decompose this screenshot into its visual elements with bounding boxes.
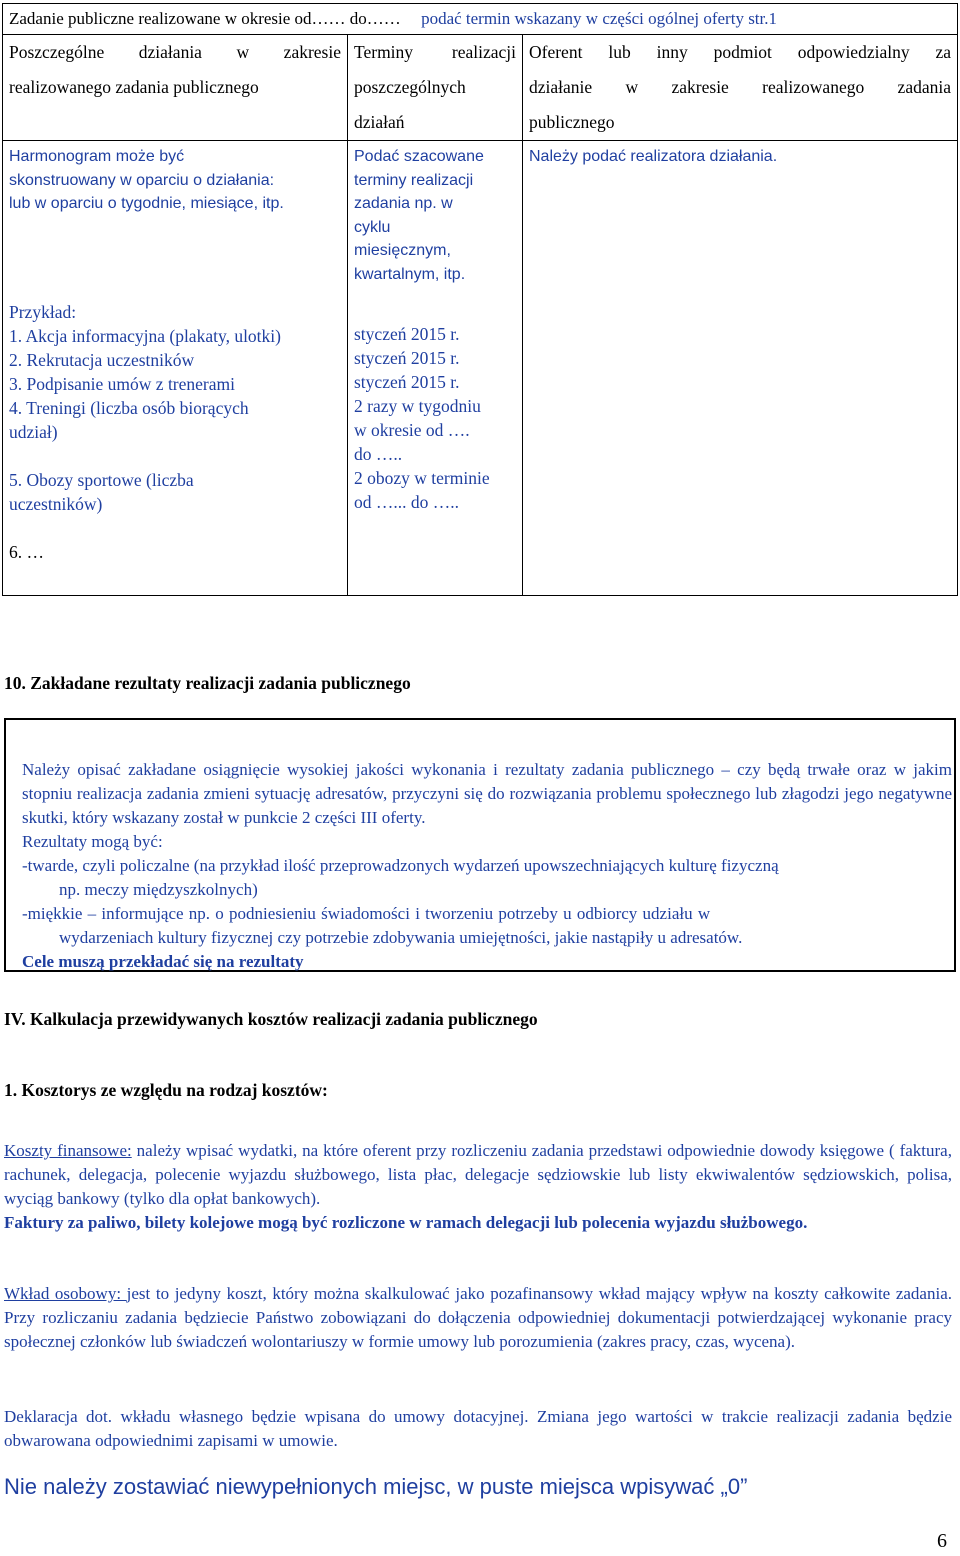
personal-contribution-label: Wkład osobowy: <box>4 1284 127 1303</box>
hint-line: lub w oparciu o tygodnie, miesiące, itp. <box>9 195 284 212</box>
results-paragraph: Rezultaty mogą być: <box>22 832 163 851</box>
activities-cell <box>3 141 348 596</box>
list-item: 4. Treningi (liczba osób biorących <box>9 397 249 418</box>
hint-line: zadania np. w <box>354 195 453 212</box>
term-item: od …... do ….. <box>354 492 459 512</box>
hint-line: terminy realizacji <box>354 171 474 189</box>
title-row <box>3 4 958 35</box>
example-label: Przykład: <box>9 301 77 322</box>
responsible-cell <box>523 141 958 596</box>
fuel-note: Faktury za paliwo, bilety kolejowe mogą być rozliczone w ramach delegacji lub polecenia wyjazdu służbowego. <box>4 1213 808 1232</box>
personal-contribution-block <box>4 1282 952 1354</box>
hint-line: miesięcznym, <box>354 242 451 259</box>
list-item: 1. Akcja informacyjna (plakaty, ulotki) <box>9 325 281 346</box>
hint-line: cyklu <box>354 218 391 236</box>
header-activities-line: Poszczególne działania w zakresie <box>9 42 341 62</box>
term-item: do ….. <box>354 444 403 464</box>
term-item: styczeń 2015 r. <box>354 372 460 392</box>
list-item: 2. Rekrutacja uczestników <box>9 349 195 370</box>
results-paragraph: np. meczy międzyszkolnych) <box>59 880 258 899</box>
responsible-hint: Należy podać realizatora działania. <box>529 148 778 165</box>
schedule-table <box>2 3 958 596</box>
personal-contribution-text: jest to jedyny koszt, który można skalkulować jako pozafinansowy wkład mający wpływ na koszty całkowite zadania. Przy rozliczaniu zadania będziecie Państwo zobowiązani do dołączenia odpowiedniej dokumentacji potwierdzającej wykonanie pracy społecznej członków lub świadczeń wolontariuszy w formie umowy lub porozumienia (zakres pracy, czas, wycena). <box>4 1284 952 1351</box>
header-responsible-line: działanie w zakresie realizowanego zadania <box>529 77 951 97</box>
term-item: styczeń 2015 r. <box>354 324 460 344</box>
header-terms-line: działań <box>354 112 405 132</box>
hint-line: Harmonogram może być <box>9 148 185 165</box>
example-terms <box>354 322 516 514</box>
terms-hint <box>354 145 516 286</box>
header-responsible <box>523 35 958 141</box>
list-item: 3. Podpisanie umów z trenerami <box>9 373 235 394</box>
section-10-heading: 10. Zakładane rezultaty realizacji zadania publicznego <box>4 673 411 693</box>
hint-line: skonstruowany w oparciu o działania: <box>9 171 275 189</box>
terms-cell <box>348 141 523 596</box>
title-row-left: Zadanie publiczne realizowane w okresie od…… do…… <box>9 9 401 28</box>
list-item <box>9 516 341 540</box>
header-activities <box>3 35 348 141</box>
header-terms-line: Terminy realizacji <box>354 42 516 62</box>
list-item <box>9 444 341 468</box>
header-activities-line: realizowanego zadania publicznego <box>9 77 259 97</box>
list-item: 6. … <box>9 541 44 562</box>
results-goal: Cele muszą przekładać się na rezultaty <box>22 952 304 971</box>
hint-line: Podać szacowane <box>354 148 484 165</box>
header-terms-line: poszczególnych <box>354 77 466 97</box>
list-item: udział) <box>9 421 58 442</box>
final-note: Nie należy zostawiać niewypełnionych miejsc, w puste miejsca wpisywać „0” <box>4 1474 748 1499</box>
declaration-note: Deklaracja dot. wkładu własnego będzie wpisana do umowy dotacyjnej. Zmiana jego wartości w trakcie realizacji zadania będzie obwarowana odpowiednimi zapisami w umowie. <box>4 1407 952 1450</box>
term-item: 2 razy w tygodniu <box>354 396 481 416</box>
results-box <box>4 718 956 972</box>
term-item: w okresie od …. <box>354 420 470 440</box>
results-paragraph: Należy opisać zakładane osiągnięcie wysokiej jakości wykonania i rezultaty zadania publicznego – czy będą trwałe oraz w jakim stopniu realizacja zadania zmieni sytuację adresatów, przyczyni się do rozwiązania problemu społecznego lub złagodzi jego negatywne skutki, który wskazany został w punkcie 2 części III oferty. <box>22 760 952 827</box>
results-paragraph: -miękkie – informujące np. o podniesieniu świadomości i tworzeniu potrzeby u odbiorcy udziału w <box>22 904 711 923</box>
term-item: styczeń 2015 r. <box>354 348 460 368</box>
results-paragraph: -twarde, czyli policzalne (na przykład ilość przeprowadzonych wydarzeń upowszechniających kulturę fizyczną <box>22 856 779 875</box>
header-responsible-line: Oferent lub inny podmiot odpowiedzialny za <box>529 42 951 62</box>
financial-costs-text: należy wpisać wydatki, na które oferent przy rozliczeniu zadania przedstawi odpowiednie dowody księgowe ( faktura, rachunek, delegacja, polecenie wyjazdu służbowego, lista płac, delegacje sędziowskie lub listy ekwiwalentów sędziowskich, polisa, wyciąg bankowy (tylko dla opłat bankowych). <box>4 1141 952 1208</box>
page-number: 6 <box>937 1530 947 1552</box>
results-box-content <box>22 758 952 974</box>
cost-estimate-heading: 1. Kosztorys ze względu na rodzaj kosztów: <box>4 1080 328 1100</box>
financial-costs-label: Koszty finansowe: <box>4 1141 132 1160</box>
header-responsible-line: publicznego <box>529 112 615 132</box>
list-item: 5. Obozy sportowe (liczba <box>9 469 194 490</box>
financial-costs-block <box>4 1139 952 1235</box>
title-row-right: podać termin wskazany w części ogólnej oferty str.1 <box>421 9 777 28</box>
section-iv-heading: IV. Kalkulacja przewidywanych kosztów realizacji zadania publicznego <box>4 1009 538 1029</box>
hint-line: kwartalnym, itp. <box>354 265 466 283</box>
example-list <box>9 300 341 564</box>
results-paragraph: wydarzeniach kultury fizycznej czy potrzebie zdobywania umiejętności, jakie nastąpiły u adresatów. <box>59 928 743 947</box>
list-item: uczestników) <box>9 493 103 514</box>
header-terms <box>348 35 523 141</box>
term-item: 2 obozy w terminie <box>354 468 490 488</box>
activities-hint <box>9 145 341 216</box>
